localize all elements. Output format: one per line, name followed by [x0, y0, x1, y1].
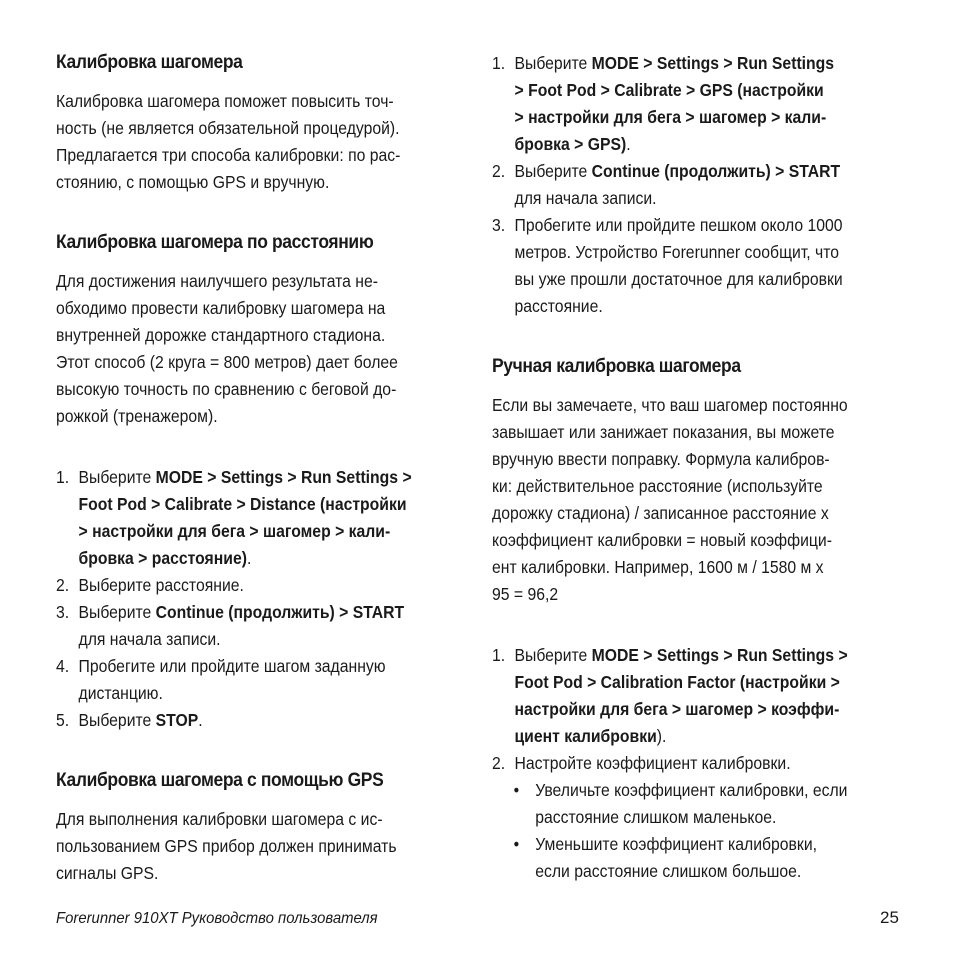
right-column	[492, 50, 902, 885]
list-item: 1. Выберите MODE > Settings > Run Settings > Foot Pod > Calibration Factor (настройки > настройки для бега > шагомер > коэффи- циент калибровки).	[492, 645, 848, 746]
left-column	[56, 50, 456, 887]
gps-steps-list	[492, 50, 902, 320]
page-number: 25	[880, 908, 899, 927]
list-item: 2. Выберите расстояние.	[56, 575, 244, 595]
list-item: 1. Выберите MODE > Settings > Run Settings > Foot Pod > Calibrate > Distance (настройки > настройки для бега > шагомер > кали- бровка > расстояние).	[56, 467, 412, 568]
list-item: 2. Выберите Continue (продолжить) > START для начала записи.	[492, 161, 841, 208]
heading-distance-calibration: Калибровка шагомера по расстоянию	[56, 232, 374, 253]
list-item: 2. Настройте коэффициент калибровки.	[492, 753, 791, 773]
heading-manual-calibration: Ручная калибровка шагомера	[492, 356, 741, 377]
list-item: 3. Пробегите или пройдите пешком около 1000 метров. Устройство Forerunner сообщит, что вы уже прошли достаточное для калибровки расстояние.	[492, 215, 843, 316]
list-item: 3. Выберите Continue (продолжить) > START для начала записи.	[56, 602, 405, 649]
gps-paragraph: Для выполнения калибровки шагомера с ис- пользованием GPS прибор должен принимать сигналы GPS.	[56, 809, 397, 883]
bullet-item: • Уменьшите коэффициент калибровки, если расстояние слишком большое.	[513, 834, 817, 881]
list-item: 4. Пробегите или пройдите шагом заданную дистанцию.	[56, 656, 386, 703]
intro-paragraph: Калибровка шагомера поможет повысить точ- ность (не является обязательной процедурой). Предлагается три способа калибровки: по рас- стоянию, с помощью GPS и вручную.	[56, 91, 401, 192]
footer-manual-title: Forerunner 910XT Руководство пользователя	[56, 910, 378, 927]
distance-steps-list	[56, 464, 456, 734]
manual-paragraph: Если вы замечаете, что ваш шагомер постоянно завышает или занижает показания, вы можете вручную ввести поправку. Формула калибров- ки: действительное расстояние (используйте дорожку стадиона) / записанное расстояние x коэффициент калибровки = новый коэффици- ент калибровки. Например, 1600 м / 1580 м x 95 = 96,2	[492, 395, 848, 604]
heading-pedometer-calibration: Калибровка шагомера	[56, 52, 243, 73]
distance-paragraph: Для достижения наилучшего результата не- обходимо провести калибровку шагомера на внутренней дорожке стандартного стадиона. Этот способ (2 круга = 800 метров) дает более высокую точность по сравнению с беговой до- рожкой (тренажером).	[56, 271, 398, 426]
manual-steps-list	[492, 642, 902, 885]
list-item: 1. Выберите MODE > Settings > Run Settings > Foot Pod > Calibrate > GPS (настройки > настройки для бега > шагомер > кали- бровка > GPS).	[492, 53, 835, 154]
bullet-item: • Увеличьте коэффициент калибровки, если расстояние слишком маленькое.	[513, 780, 848, 827]
heading-gps-calibration: Калибровка шагомера с помощью GPS	[56, 770, 384, 791]
list-item: 5. Выберите STOP.	[56, 710, 203, 730]
